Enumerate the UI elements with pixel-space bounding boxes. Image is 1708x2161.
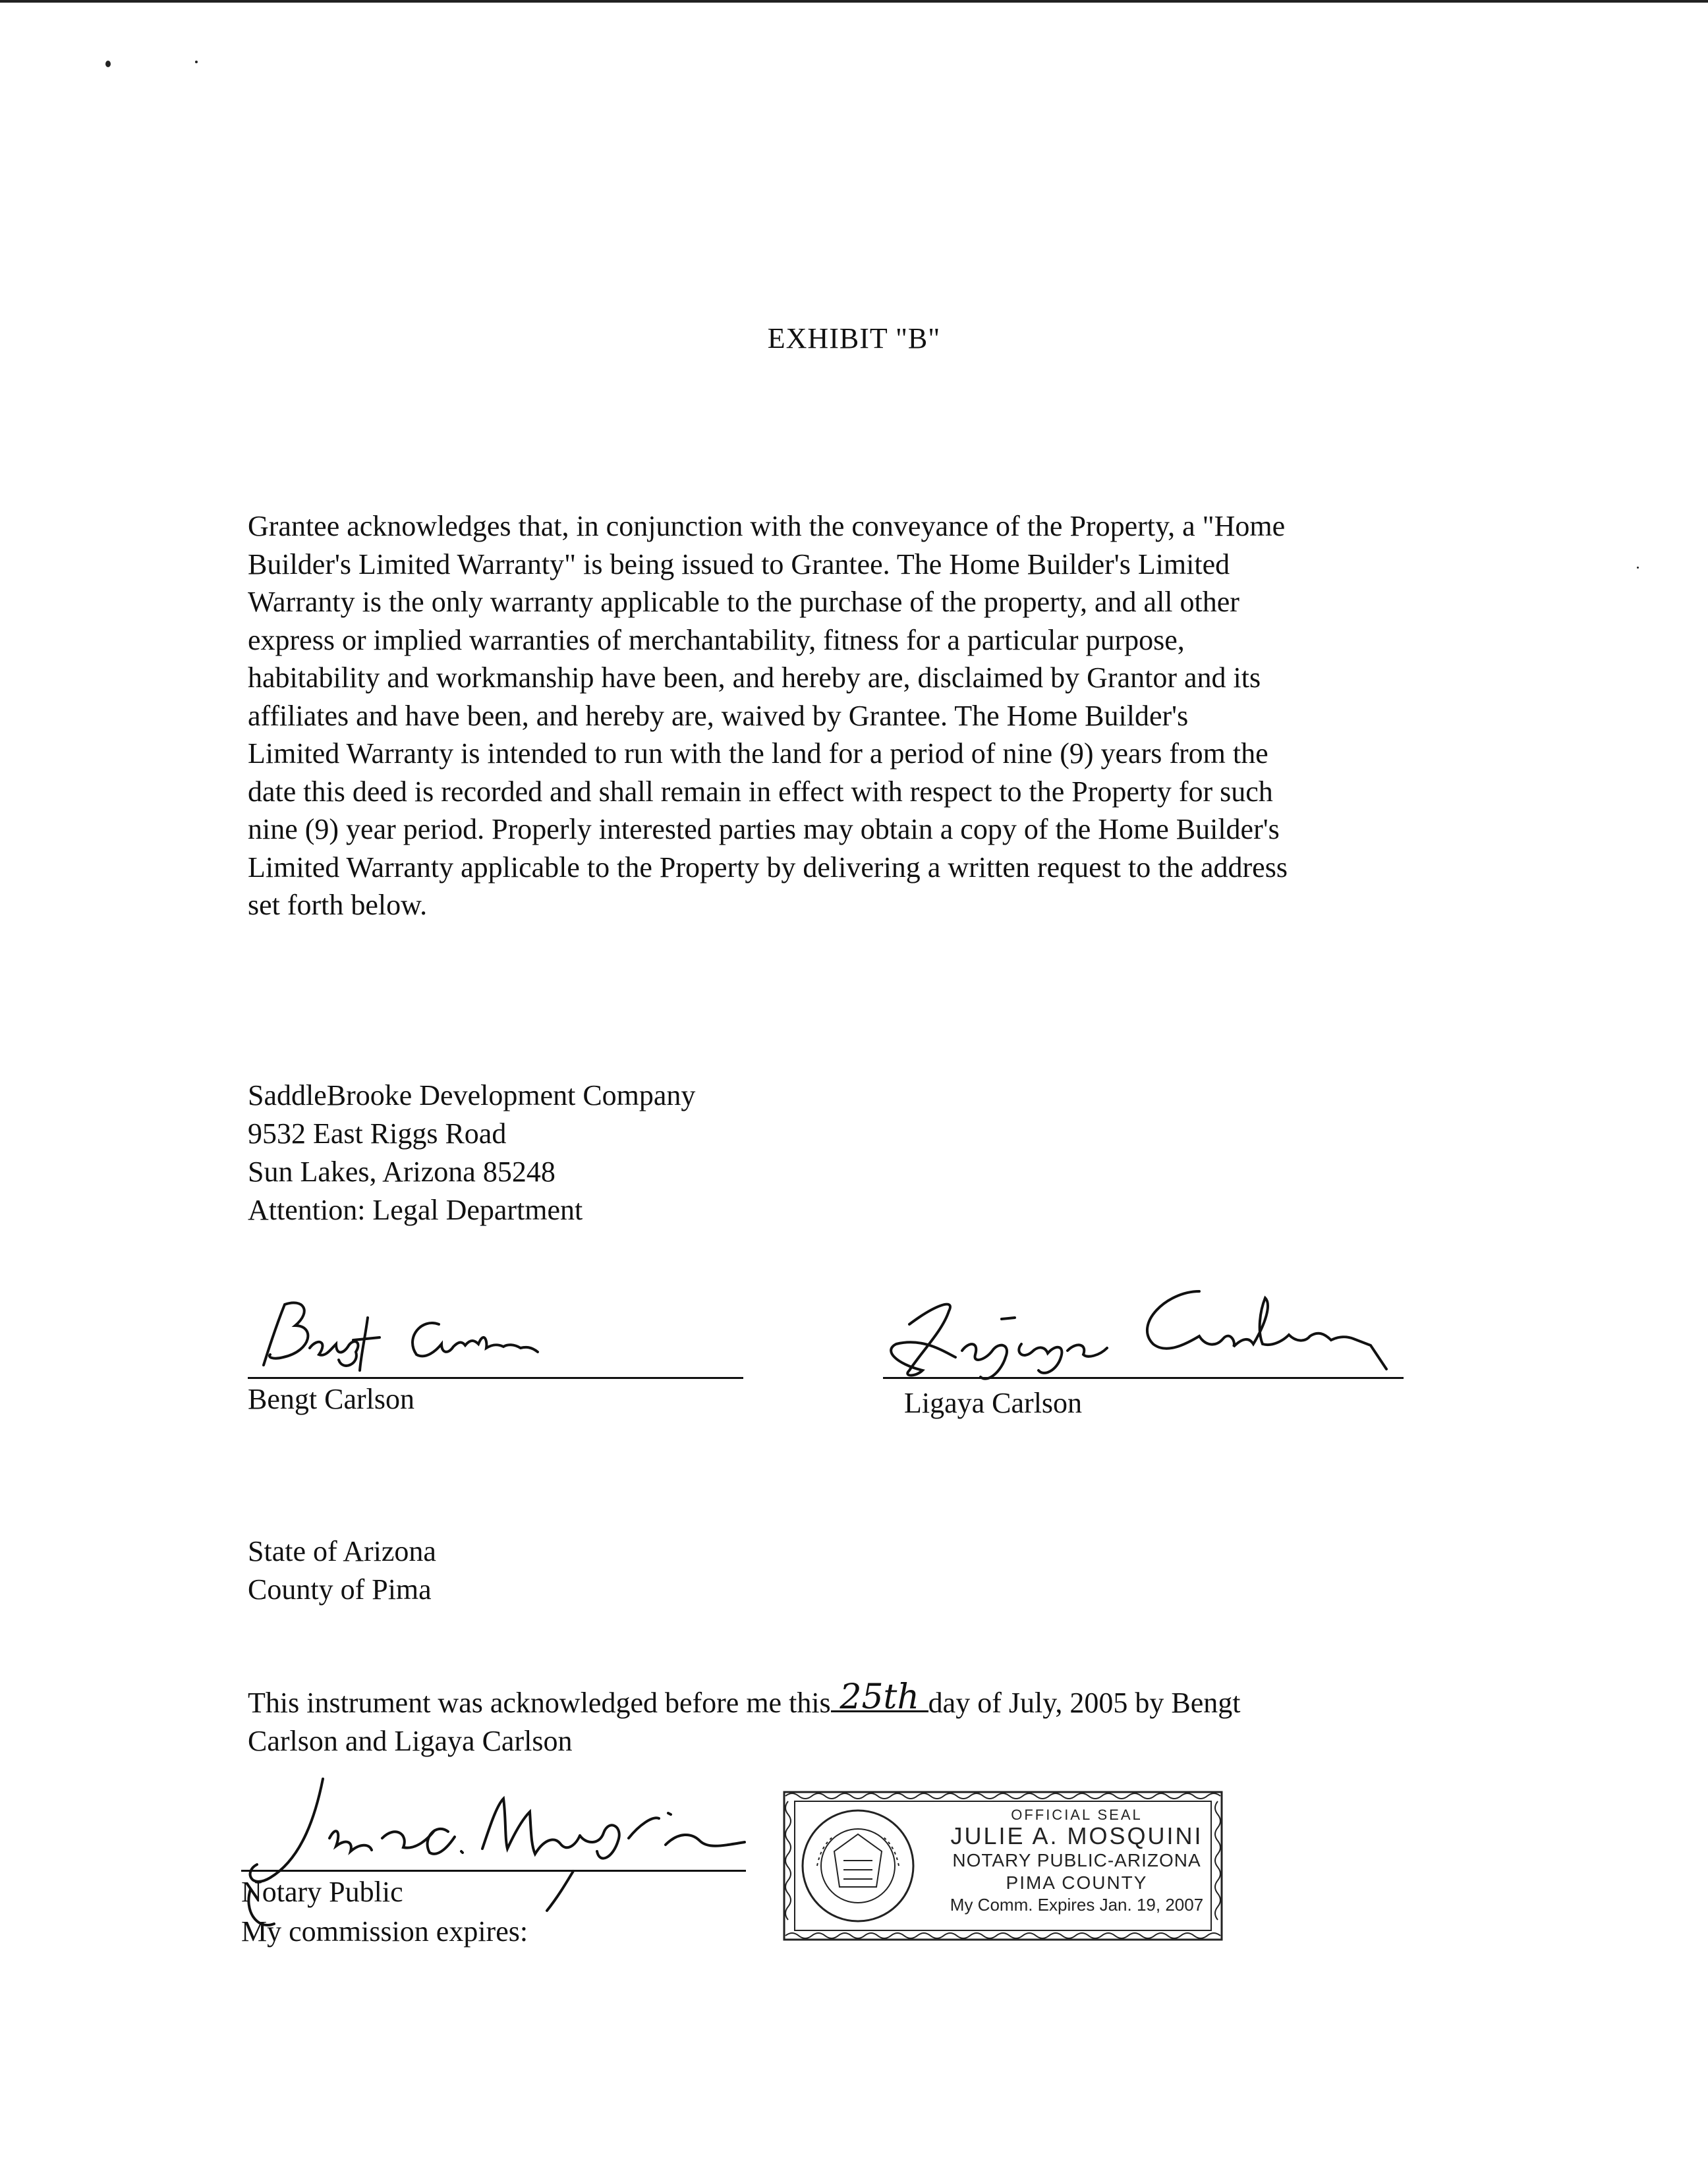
acknowledgment-date: day of July, 2005 by Bengt bbox=[928, 1687, 1241, 1719]
acknowledgment-lead: This instrument was acknowledged before me this bbox=[248, 1687, 831, 1719]
official-notary-seal bbox=[780, 1788, 1226, 1944]
street-address: 9532 East Riggs Road bbox=[248, 1117, 507, 1150]
page-top-edge bbox=[0, 0, 1708, 3]
attention-line: Attention: Legal Department bbox=[248, 1194, 583, 1226]
signature-line-bengt bbox=[248, 1377, 743, 1379]
paragraph-line: nine (9) year period. Properly interested parties may obtain a copy of the Home Builder's bbox=[248, 813, 1280, 845]
signature-line-ligaya bbox=[883, 1377, 1404, 1379]
notary-signature-line bbox=[241, 1870, 746, 1872]
notary-public-label: Notary Public bbox=[241, 1876, 403, 1908]
seal-county: PIMA COUNTY bbox=[1006, 1872, 1148, 1893]
venue-county: County of Pima bbox=[248, 1573, 432, 1606]
company-name: SaddleBrooke Development Company bbox=[248, 1079, 696, 1111]
address-block bbox=[248, 1077, 695, 1229]
ligaya-signature-scrawl bbox=[870, 1278, 1463, 1397]
scan-speck bbox=[1637, 567, 1639, 569]
handwritten-day: 25th bbox=[831, 1684, 928, 1712]
seal-notary-title: NOTARY PUBLIC-ARIZONA bbox=[952, 1850, 1201, 1870]
acknowledgment-line bbox=[248, 1677, 1241, 1722]
scan-speck bbox=[105, 61, 111, 67]
paragraph-line: set forth below. bbox=[248, 889, 428, 921]
commission-expires-label: My commission expires: bbox=[241, 1915, 528, 1948]
paragraph-line: express or implied warranties of merchantability, fitness for a particular purpose, bbox=[248, 623, 1185, 656]
paragraph-line: Grantee acknowledges that, in conjunction with the conveyance of the Property, a "Home bbox=[248, 510, 1286, 542]
seal-expiration: My Comm. Expires Jan. 19, 2007 bbox=[950, 1895, 1204, 1915]
bengt-signature-scrawl bbox=[244, 1291, 560, 1377]
scan-speck bbox=[195, 61, 198, 63]
warranty-paragraph bbox=[248, 507, 1487, 924]
venue-block bbox=[248, 1532, 436, 1609]
paragraph-line: affiliates and have been, and hereby are, waived by Grantee. The Home Builder's bbox=[248, 699, 1189, 732]
signer-name-ligaya: Ligaya Carlson bbox=[904, 1387, 1083, 1419]
acknowledgment-signers: Carlson and Ligaya Carlson bbox=[248, 1725, 573, 1757]
paragraph-line: habitability and workmanship have been, and hereby are, disclaimed by Grantor and its bbox=[248, 661, 1261, 694]
city-state-zip: Sun Lakes, Arizona 85248 bbox=[248, 1156, 555, 1188]
seal-header: OFFICIAL SEAL bbox=[1011, 1807, 1143, 1823]
venue-state: State of Arizona bbox=[248, 1535, 436, 1567]
acknowledgment-text bbox=[248, 1677, 1241, 1760]
paragraph-line: Limited Warranty applicable to the Property by delivering a written request to the address bbox=[248, 851, 1288, 884]
exhibit-title: EXHIBIT "B" bbox=[767, 322, 941, 354]
paragraph-line: Builder's Limited Warranty" is being issued to Grantee. The Home Builder's Limited bbox=[248, 547, 1230, 580]
paragraph-line: date this deed is recorded and shall remain in effect with respect to the Property for such bbox=[248, 775, 1273, 808]
paragraph-line: Warranty is the only warranty applicable to the purchase of the property, and all other bbox=[248, 586, 1239, 618]
seal-notary-name: JULIE A. MOSQUINI bbox=[950, 1822, 1203, 1849]
signer-name-bengt: Bengt Carlson bbox=[248, 1383, 414, 1415]
paragraph-line: Limited Warranty is intended to run with the land for a period of nine (9) years from the bbox=[248, 737, 1268, 770]
